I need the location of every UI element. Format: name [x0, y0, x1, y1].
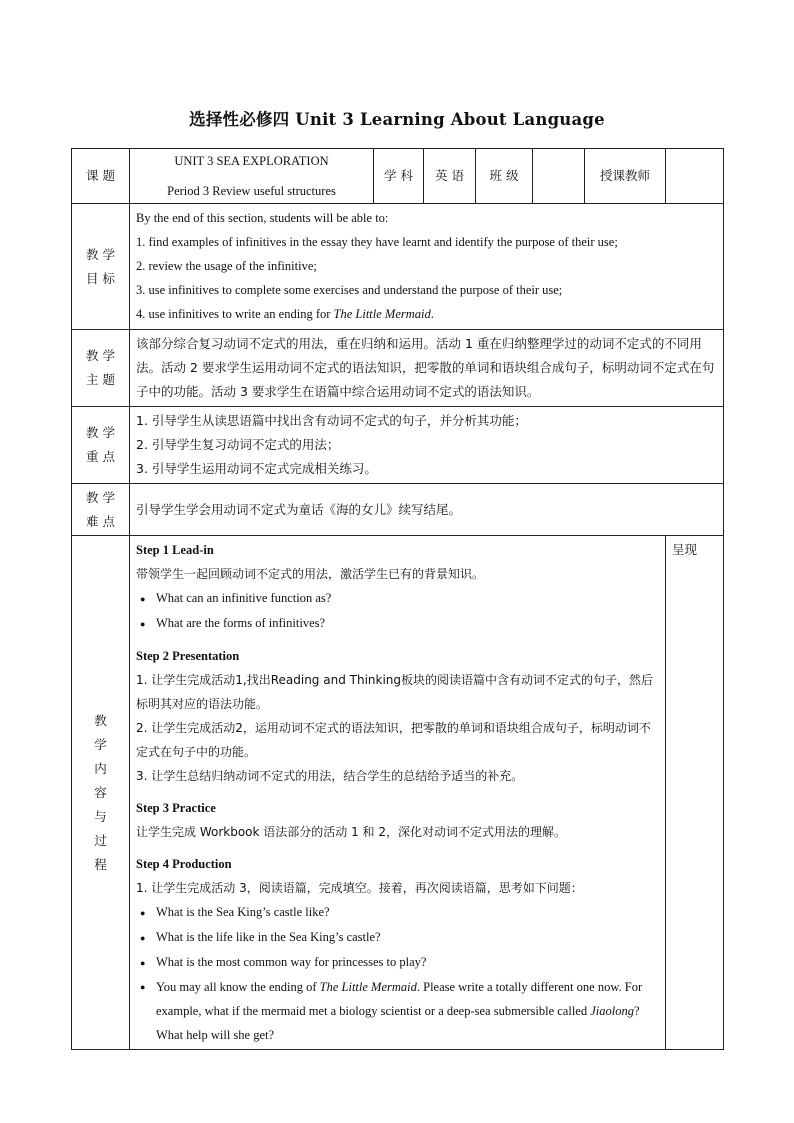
- step1-text: 带领学生一起回顾动词不定式的用法，激活学生已有的背景知识。: [136, 567, 485, 581]
- step4-bullet: ● What is the life like in the Sea King’s castle?: [136, 925, 659, 950]
- step4-title: Step 4 Production: [136, 857, 232, 871]
- theme-content: [130, 330, 724, 407]
- step1-title: Step 1 Lead-in: [136, 543, 214, 557]
- step4-bullet: ● What is the most common way for princesses to play?: [136, 950, 659, 975]
- objective-item: 1. find examples of infinitives in the essay they have learnt and identify the purpose of their use;: [136, 235, 618, 249]
- teacher-label: 授课教师: [585, 149, 666, 204]
- objectives-intro: By the end of this section, students will be able to:: [136, 211, 389, 225]
- header-row: [72, 149, 724, 204]
- presentation-side-cell: [666, 536, 724, 1050]
- step1-bullet: ● What can an infinitive function as?: [136, 586, 659, 611]
- difficulty-content: [130, 484, 724, 536]
- step4-text: 1. 让学生完成活动 3，阅读语篇，完成填空。接着，再次阅读语篇，思考如下问题：: [136, 881, 583, 895]
- topic-label: 课 题: [72, 149, 130, 204]
- key-points-row: [72, 407, 724, 484]
- step4-task: ● You may all know the ending of The Little Mermaid. Please write a totally different one now. For example, what if the mermaid met a biology scientist or a deep-sea submersible called Jiaolong? What help will she get?: [140, 980, 643, 1042]
- key-points-label: 教 学 重 点: [72, 407, 130, 484]
- process-label: 教 学 内 容 与 过 程: [72, 536, 130, 1050]
- process-content: [130, 536, 666, 1050]
- objectives-content: [130, 204, 724, 330]
- teacher-value: [666, 149, 724, 204]
- class-label: 班 级: [476, 149, 533, 204]
- theme-row: [72, 330, 724, 407]
- objective-item: 3. use infinitives to complete some exercises and understand the purpose of their use;: [136, 283, 563, 297]
- step2-item: 3. 让学生总结归纳动词不定式的用法，结合学生的总结给予适当的补充。: [136, 769, 524, 783]
- presentation-label: 呈现: [672, 542, 698, 557]
- key-point-item: 2. 引导学生复习动词不定式的用法；: [136, 437, 340, 452]
- difficulty-label: 教 学 难 点: [72, 484, 130, 536]
- key-points-content: [130, 407, 724, 484]
- step2-item: 1. 让学生完成活动1,找出Reading and Thinking板块的阅读语篇中含有动词不定式的句子，然后标明其对应的语法功能。: [136, 673, 654, 711]
- step4-bullet: ● What is the Sea King’s castle like?: [136, 900, 659, 925]
- key-point-item: 3. 引导学生运用动词不定式完成相关练习。: [136, 461, 377, 476]
- class-value: [533, 149, 585, 204]
- objectives-row: [72, 204, 724, 330]
- objective-item: 4. use infinitives to write an ending for The Little Mermaid.: [136, 307, 434, 321]
- objectives-label: 教 学 目 标: [72, 204, 130, 330]
- step2-title: Step 2 Presentation: [136, 649, 240, 663]
- theme-label: 教 学 主 题: [72, 330, 130, 407]
- step1-bullet: ● What are the forms of infinitives?: [136, 611, 659, 636]
- step2-item: 2. 让学生完成活动2，运用动词不定式的语法知识，把零散的单词和语块组合成句子，标明动词不定式在句子中的功能。: [136, 721, 651, 759]
- step3-text: 让学生完成 Workbook 语法部分的活动 1 和 2，深化对动词不定式用法的理解。: [136, 825, 566, 839]
- step3-title: Step 3 Practice: [136, 801, 216, 815]
- difficulty-row: [72, 484, 724, 536]
- subject-value: 英 语: [424, 149, 476, 204]
- theme-text: 该部分综合复习动词不定式的用法，重在归纳和运用。活动 1 重在归纳整理学过的动词不定式的不同用法。活动 2 要求学生运用动词不定式的语法知识，把零散的单词和语块组合成句子，标明动词不定式在句子中的功能。活动 3 要求学生在语篇中综合运用动词不定式的语法知识。: [136, 336, 715, 399]
- process-row: [72, 536, 724, 1050]
- topic-cell: [130, 149, 374, 204]
- key-point-item: 1. 引导学生从读思语篇中找出含有动词不定式的句子，并分析其功能；: [136, 413, 527, 428]
- unit-name: UNIT 3 SEA EXPLORATION: [174, 154, 329, 168]
- difficulty-text: 引导学生学会用动词不定式为童话《海的女儿》续写结尾。: [136, 501, 462, 517]
- subject-label: 学 科: [374, 149, 424, 204]
- page-title: 选择性必修四 Unit 3 Learning About Language: [189, 110, 605, 129]
- objective-item: 2. review the usage of the infinitive;: [136, 259, 317, 273]
- lesson-plan-table: [71, 148, 724, 1050]
- period-name: Period 3 Review useful structures: [167, 184, 336, 198]
